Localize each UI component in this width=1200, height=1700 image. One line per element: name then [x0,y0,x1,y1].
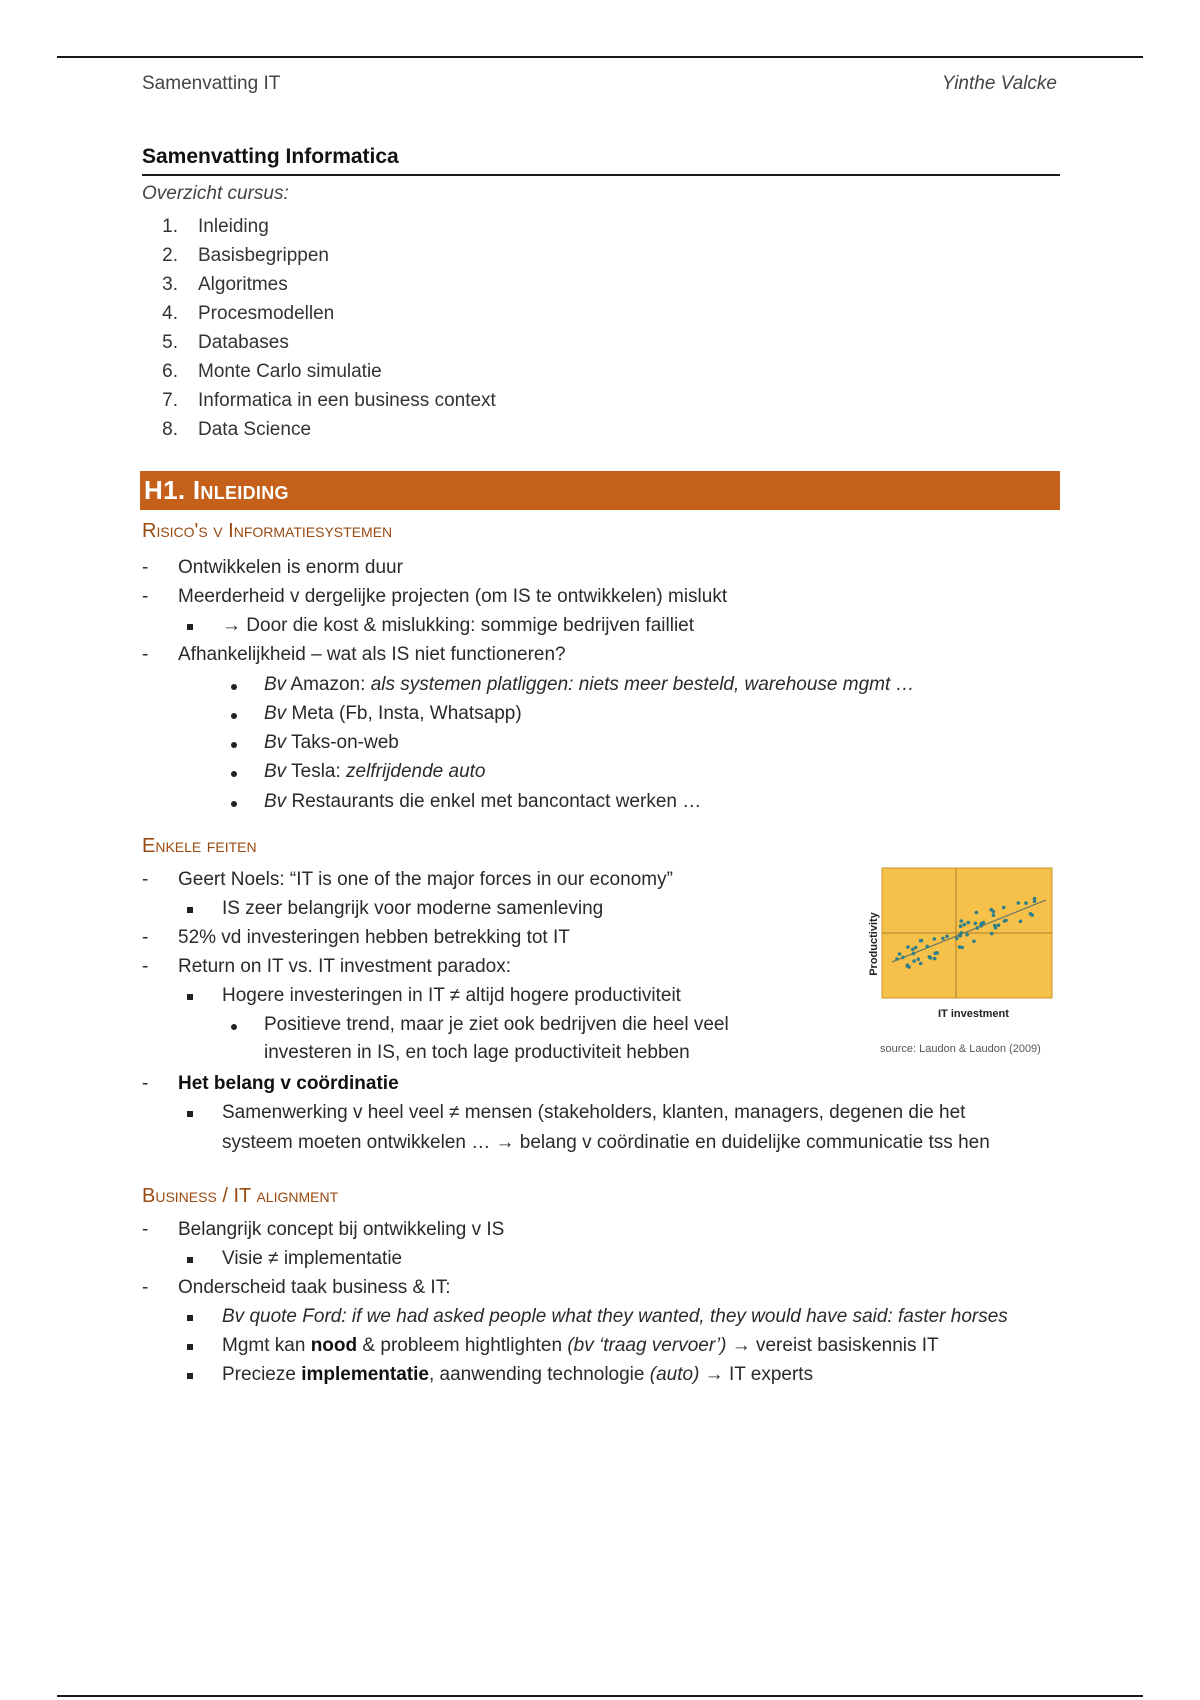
bullet-text: Visie ≠ implementatie [222,1248,403,1269]
bullet-text: Hogere investeringen in IT ≠ altijd hogere productiviteit [222,985,681,1006]
round-bullet-icon [231,713,237,719]
scatter-point [972,939,976,943]
scatter-point [994,926,998,930]
top-rule [57,56,1143,58]
document-title: Samenvatting Informatica [142,145,1060,176]
scatter-point [1024,901,1028,905]
section-heading-risico: Risico's v Informatiesystemen [142,520,393,542]
dash-bullet: - [142,1219,149,1240]
example-restaurants: Bv Restaurants die enkel met bancontact werken … [264,791,702,812]
scatter-point [976,926,980,930]
scatter-point [975,911,979,915]
scatter-point [959,924,963,928]
bullet-text-bold: Het belang v coördinatie [178,1073,399,1094]
square-bullet-icon [187,907,193,913]
square-bullet-icon [187,1344,193,1350]
square-bullet-icon [187,624,193,630]
bullet-text-continued: investeren in IS, en toch lage productiviteit hebben [264,1042,690,1063]
bullet-text-implementatie: Precieze implementatie, aanwending technologie (auto) → IT experts [222,1364,814,1385]
square-bullet-icon [187,1373,193,1379]
overview-label: Overzicht cursus: [142,183,289,204]
round-bullet-icon [231,801,237,807]
bullet-text: Return on IT vs. IT investment paradox: [178,956,512,977]
scatter-point [967,921,971,925]
figure-x-label: IT investment [938,1008,1009,1020]
list-item: 8. Data Science [162,419,312,440]
round-bullet-icon [231,742,237,748]
productivity-scatter-figure [856,862,1056,1062]
bullet-text: Meerderheid v dergelijke projecten (om IS te ontwikkelen) mislukt [178,586,728,607]
square-bullet-icon [187,1315,193,1321]
bullet-text: Geert Noels: “IT is one of the major forces in our economy” [178,869,673,890]
scatter-point [1019,920,1023,924]
section-heading-alignment: Business / IT alignment [142,1185,339,1207]
dash-bullet: - [142,927,149,948]
square-bullet-icon [187,994,193,1000]
scatter-point [898,952,902,956]
dash-bullet: - [142,1073,149,1094]
dash-bullet: - [142,586,149,607]
scatter-point [960,919,964,923]
bullet-text: 52% vd investeringen hebben betrekking tot IT [178,927,570,948]
scatter-point [992,910,996,914]
list-item: 5. Databases [162,332,289,353]
scatter-point [992,913,996,917]
bullet-text-quote: Bv quote Ford: if we had asked people what they wanted, they would have said: faster horses [222,1306,1008,1327]
scatter-point [1033,900,1037,904]
round-bullet-icon [231,684,237,690]
scatter-point [906,945,910,949]
scatter-point [1017,901,1021,905]
scatter-plot [856,862,1056,1002]
list-item: 2. Basisbegrippen [162,245,329,266]
bullet-text-mgmt: Mgmt kan nood & probleem hightlighten (bv ‘traag vervoer’) → vereist basiskennis IT [222,1335,939,1356]
scatter-point [990,932,994,936]
scatter-point [1002,906,1006,910]
square-bullet-icon [187,1111,193,1117]
dash-bullet: - [142,1277,149,1298]
round-bullet-icon [231,1024,237,1030]
example-tesla: Bv Tesla: zelfrijdende auto [264,761,486,782]
scatter-point [895,957,899,961]
figure-y-label: Productivity [867,912,880,976]
list-item: 1. Inleiding [162,216,269,237]
dash-bullet: - [142,956,149,977]
bullet-text: Samenwerking v heel veel ≠ mensen (stakeholders, klanten, managers, degenen die het [222,1102,966,1123]
scatter-point [912,959,916,963]
bullet-text-continued: systeem moeten ontwikkelen … → belang v coördinatie en duidelijke communicatie tss hen [222,1132,990,1153]
scatter-point [1029,912,1033,916]
bullet-text: Afhankelijkheid – wat als IS niet functioneren? [178,644,566,665]
scatter-point [901,956,905,960]
list-item: 6. Monte Carlo simulatie [162,361,382,382]
scatter-point [919,962,923,966]
figure-source: source: Laudon & Laudon (2009) [880,1043,1041,1055]
scatter-point [997,923,1001,927]
scatter-point [933,957,937,961]
list-item: 3. Algoritmes [162,274,288,295]
scatter-point [925,945,929,949]
example-taks: Bv Taks-on-web [264,732,399,753]
bottom-rule [57,1695,1143,1697]
list-item: 7. Informatica in een business context [162,390,496,411]
course-outline-list [142,212,496,444]
scatter-point [945,935,949,939]
bullet-text: Ontwikkelen is enorm duur [178,557,403,578]
scatter-point [933,937,937,941]
scatter-point [907,965,911,969]
scatter-point [979,924,983,928]
dash-bullet: - [142,644,149,665]
dash-bullet: - [142,869,149,890]
scatter-point [912,952,916,956]
example-amazon: Bv Amazon: als systemen platliggen: niets meer besteld, warehouse mgmt … [264,674,915,695]
square-bullet-icon [187,1257,193,1263]
bullet-text: Belangrijk concept bij ontwikkeling v IS [178,1219,505,1240]
scatter-point [1003,919,1007,923]
scatter-point [965,933,969,937]
bullet-text: Positieve trend, maar je ziet ook bedrijven die heel veel [264,1014,729,1035]
header-course: Samenvatting IT [142,73,281,94]
list-item: 4. Procesmodellen [162,303,335,324]
scatter-point [974,922,978,926]
header-author: Yinthe Valcke [941,73,1057,94]
example-meta: Bv Meta (Fb, Insta, Whatsapp) [264,703,522,724]
scatter-point [963,923,967,927]
scatter-point [919,939,923,943]
dash-bullet: - [142,557,149,578]
round-bullet-icon [231,771,237,777]
scatter-point [933,951,937,955]
scatter-point [941,937,945,941]
bullet-text: IS zeer belangrijk voor moderne samenleving [222,898,604,919]
scatter-point [960,931,964,935]
bullet-text: Onderscheid taak business & IT: [178,1277,451,1298]
chapter-heading-h1: H1. Inleiding [140,471,1060,510]
scatter-point [955,937,959,941]
scatter-point [917,957,921,961]
section-heading-feiten: Enkele feiten [142,835,257,857]
scatter-point [911,948,915,952]
scatter-point [914,946,918,950]
scatter-point [960,946,964,950]
bullet-text: → Door die kost & mislukking: sommige bedrijven failliet [222,615,695,636]
scatter-point [928,955,932,959]
